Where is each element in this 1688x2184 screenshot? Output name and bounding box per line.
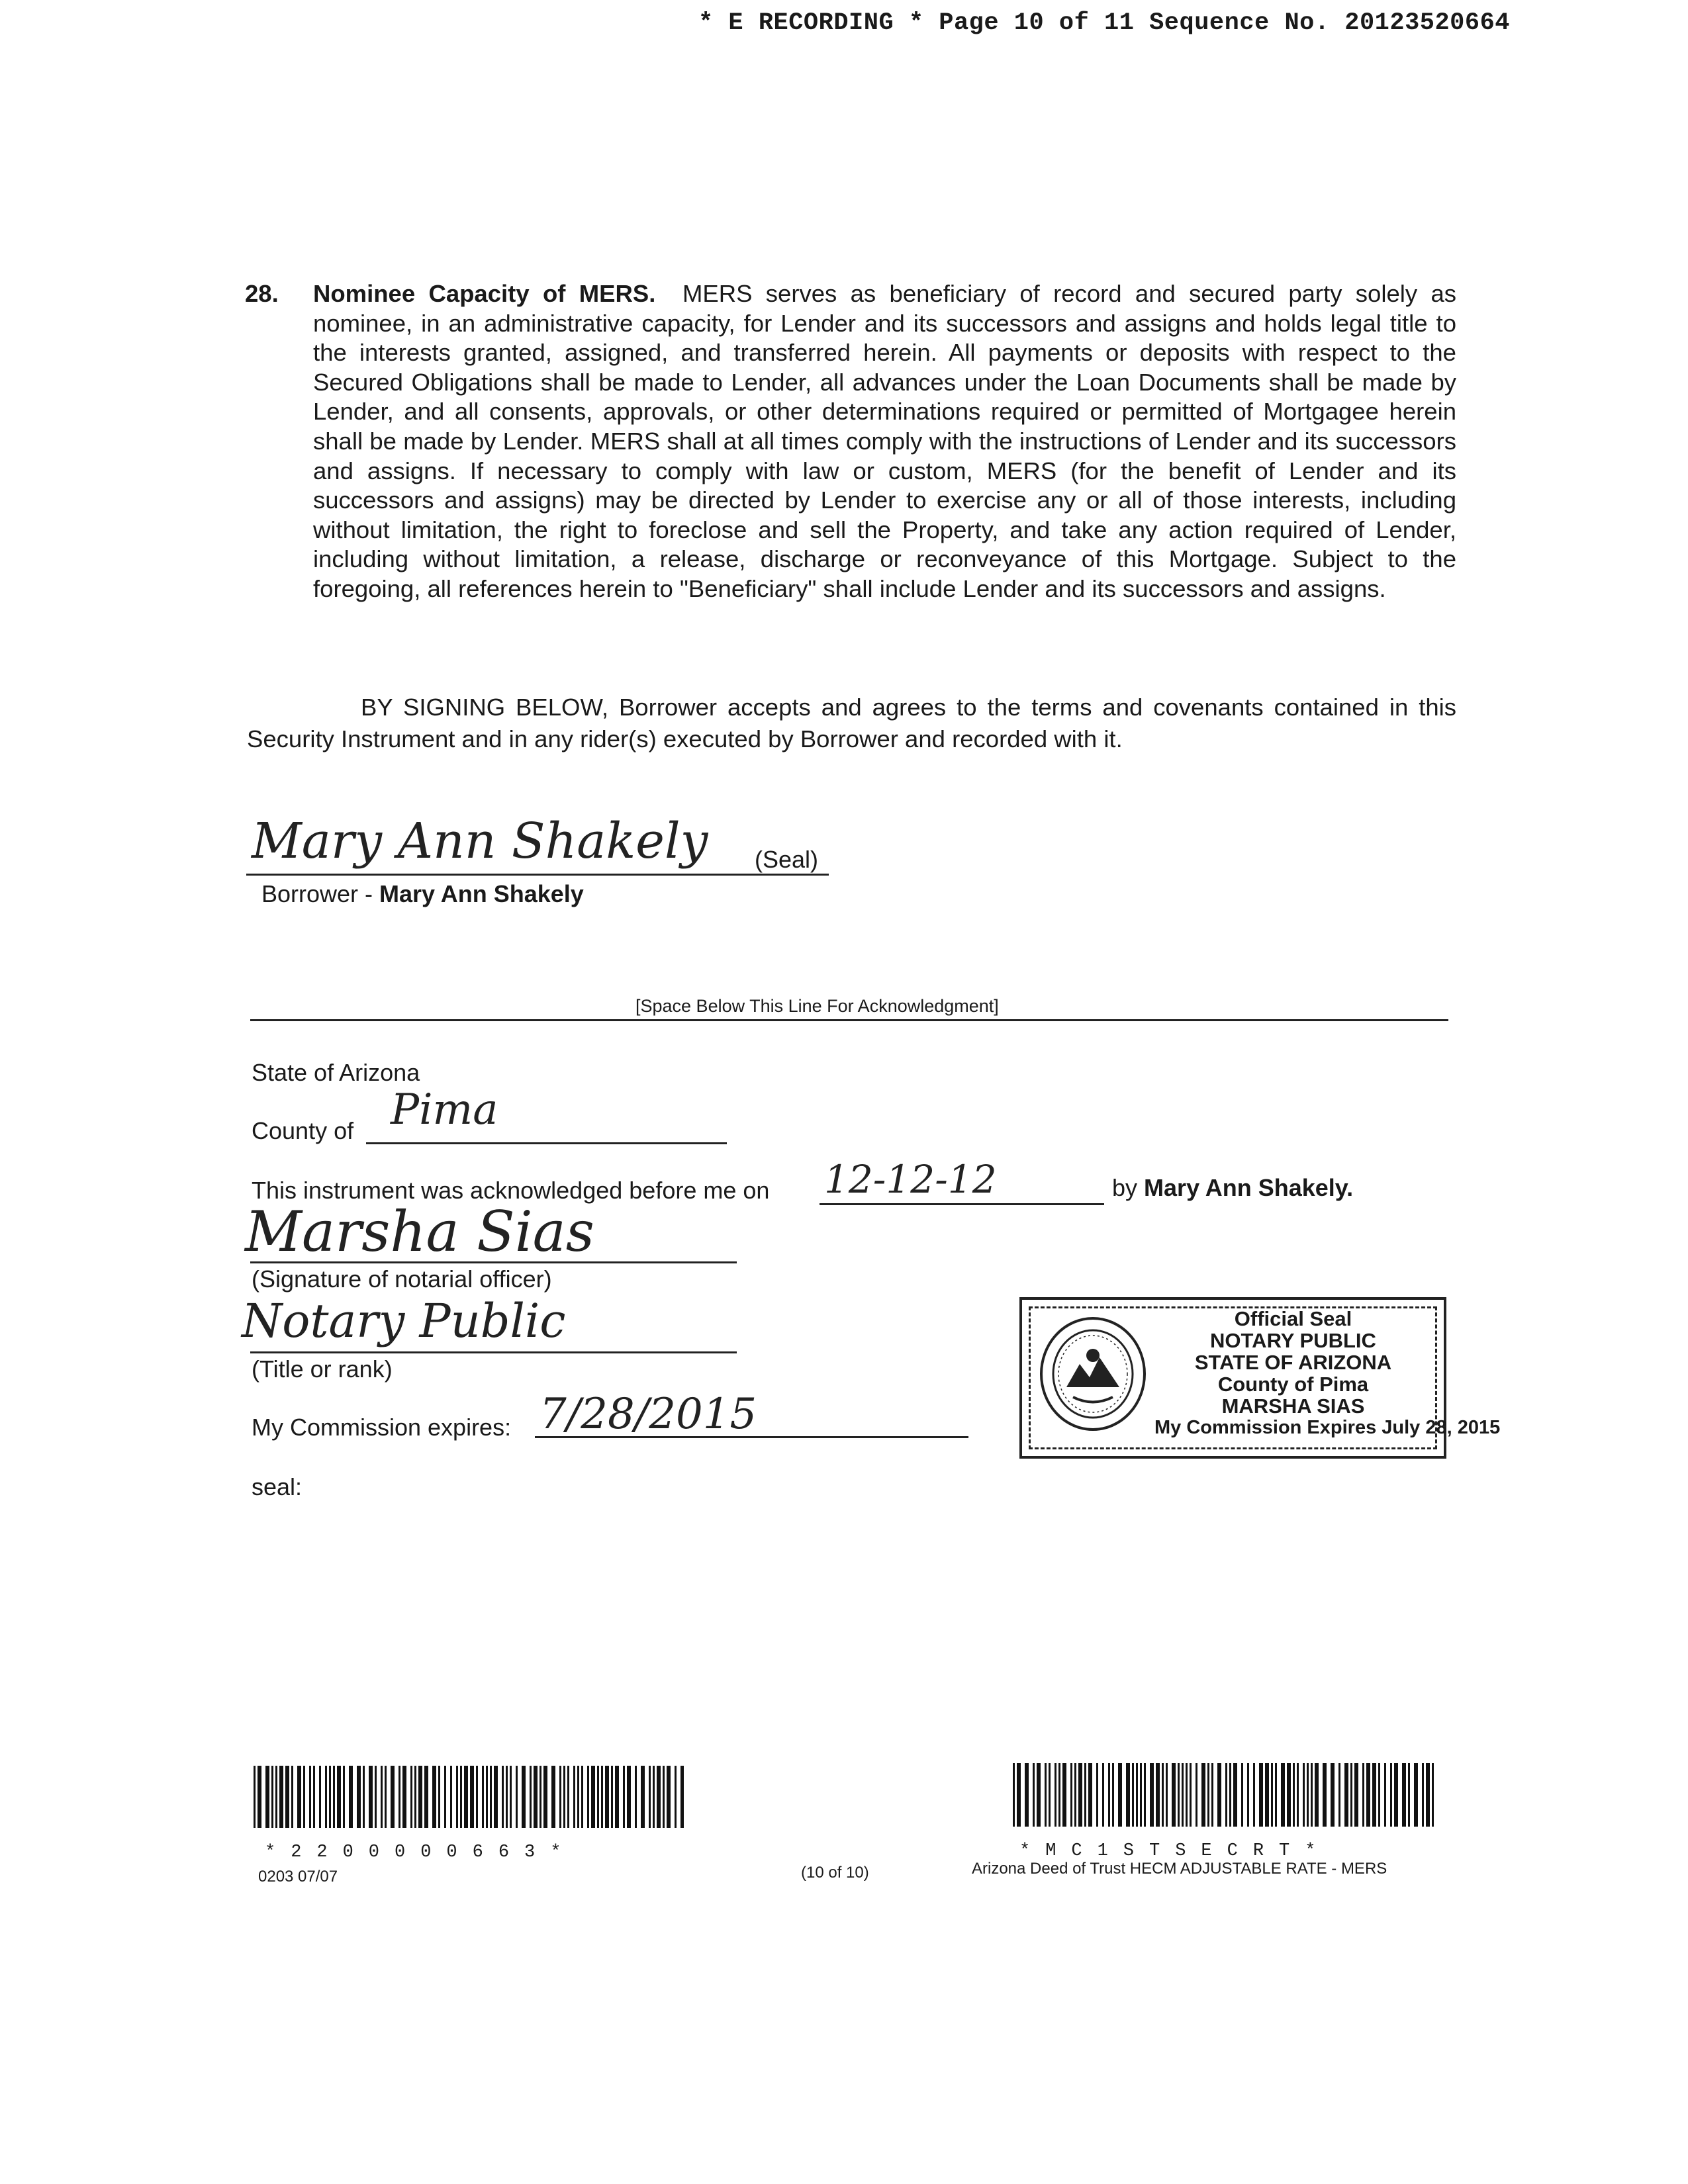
barcode-bar <box>432 1766 436 1828</box>
barcode-bar <box>1384 1763 1386 1827</box>
county-line <box>366 1142 727 1144</box>
barcode-bar <box>375 1766 377 1828</box>
notary-title-line <box>250 1351 737 1353</box>
barcode-bar <box>291 1766 293 1828</box>
acknowledgment-date: 12-12-12 <box>824 1157 997 1202</box>
notary-title-label: (Title or rank) <box>252 1355 393 1383</box>
barcode-bar <box>623 1766 625 1828</box>
barcode-bar <box>1408 1763 1410 1827</box>
section-28 <box>245 279 1456 604</box>
barcode-bar <box>1025 1763 1029 1827</box>
barcode-bar <box>1402 1763 1406 1827</box>
stamp-line-6: My Commission Expires July 28, 2015 <box>1154 1417 1501 1438</box>
borrower-label: Borrower - <box>261 880 380 907</box>
barcode-bar <box>1233 1763 1237 1827</box>
barcode-bar <box>563 1766 565 1828</box>
barcode-bar <box>1432 1763 1434 1827</box>
barcode-bar <box>1162 1763 1164 1827</box>
barcode-bar <box>285 1766 289 1828</box>
recording-header: * E RECORDING * Page 10 of 11 Sequence No. 20123520664 <box>698 9 1510 37</box>
barcode-bar <box>254 1766 256 1828</box>
acknowledgment-divider-note: [Space Below This Line For Acknowledgment] <box>635 996 999 1016</box>
barcode-bar <box>1311 1763 1313 1827</box>
barcode-bar <box>1241 1763 1243 1827</box>
right-barcode <box>1013 1763 1436 1827</box>
barcode-bar <box>534 1766 538 1828</box>
barcode-bar <box>325 1766 327 1828</box>
barcode-bar <box>1207 1763 1209 1827</box>
barcode-bar <box>1166 1763 1168 1827</box>
by-text: by <box>1112 1174 1138 1201</box>
barcode-bar <box>309 1766 311 1828</box>
barcode-bar <box>605 1766 609 1828</box>
stamp-line-4: County of Pima <box>1217 1373 1369 1396</box>
barcode-bar <box>1217 1763 1221 1827</box>
barcode-bar <box>510 1766 512 1828</box>
barcode-bar <box>635 1766 637 1828</box>
borrower-seal-label: (Seal) <box>755 846 819 873</box>
barcode-bar <box>1045 1763 1047 1827</box>
barcode-bar <box>476 1766 478 1828</box>
barcode-bar <box>1378 1763 1380 1827</box>
notary-stamp <box>1019 1297 1501 1459</box>
barcode-bar <box>1182 1763 1184 1827</box>
barcode-bar <box>1287 1763 1291 1827</box>
barcode-bar <box>1293 1763 1295 1827</box>
barcode-bar <box>573 1766 575 1828</box>
commission-line <box>535 1436 968 1438</box>
section-text: MERS serves as beneficiary of record and secured party solely as nominee, in an administrative capacity, for Lender and its successors and assigns and holds legal title to the interests granted, assigned, and transferred herein. All payments or deposits with respect to the Secured Obligations shall be made to Lender, all advances under the Loan Documents shall be made by Lender, and all consents, approvals, or other determinations required or permitted of Mortgagee herein shall be made by Lender. MERS shall at all times comply with the instructions of Lender and its successors and assigns. If necessary to comply with law or custom, MERS (for the benefit of Lender and its successors and assigns) may be directed by Lender to exercise any or all of those interests, including without limitation, the right to foreclose and sell the Property, and take any action required of Lender, including without limitation, a release, discharge or reconveyance of this Mortgage. Subject to the foregoing, all references herein to "Beneficiary" shall include Lender and its successors and assigns. <box>313 280 1457 602</box>
barcode-bar <box>577 1766 579 1828</box>
state-seal-icon <box>1037 1314 1149 1433</box>
county-handwritten: Pima <box>391 1085 498 1134</box>
barcode-bar <box>482 1766 484 1828</box>
left-barcode-digits: *2200000663* <box>265 1843 577 1862</box>
barcode-bar <box>313 1766 315 1828</box>
barcode-bar <box>675 1766 677 1828</box>
barcode-bar <box>1372 1763 1376 1827</box>
barcode-bar <box>1331 1763 1335 1827</box>
barcode-bar <box>1303 1763 1305 1827</box>
barcode-bar <box>450 1766 452 1828</box>
barcode-bar <box>271 1766 273 1828</box>
barcode-bar <box>258 1766 261 1828</box>
barcode-bar <box>1350 1763 1352 1827</box>
section-number: 28. <box>245 280 279 307</box>
borrower-name: Mary Ann Shakely <box>379 880 584 907</box>
barcode-bar <box>506 1766 508 1828</box>
form-title: Arizona Deed of Trust HECM ADJUSTABLE RATE - MERS <box>972 1860 1387 1878</box>
barcode-bar <box>1013 1763 1015 1827</box>
barcode-bar <box>1084 1763 1086 1827</box>
barcode-bar <box>1132 1763 1134 1827</box>
state-line: State of Arizona <box>252 1059 420 1086</box>
barcode-bar <box>363 1766 365 1828</box>
barcode-bar <box>663 1766 665 1828</box>
barcode-bar <box>1253 1763 1255 1827</box>
barcode-bar <box>657 1766 661 1828</box>
barcode-bar <box>539 1766 541 1828</box>
barcode-bar <box>581 1766 583 1828</box>
barcode-bar <box>1275 1763 1277 1827</box>
barcode-bar <box>275 1766 277 1828</box>
barcode-bar <box>1178 1763 1180 1827</box>
barcode-bar <box>1422 1763 1424 1827</box>
barcode-bar <box>611 1766 613 1828</box>
barcode-bar <box>1037 1763 1041 1827</box>
barcode-bar <box>1247 1763 1249 1827</box>
page-count: (10 of 10) <box>801 1864 869 1882</box>
barcode-bar <box>522 1766 526 1828</box>
barcode-bar <box>653 1766 655 1828</box>
barcode-bar <box>641 1766 645 1828</box>
barcode-bar <box>444 1766 446 1828</box>
barcode-bar <box>1136 1763 1138 1827</box>
barcode-bar <box>329 1766 331 1828</box>
barcode-bar <box>1196 1763 1197 1827</box>
barcode-bar <box>649 1766 651 1828</box>
acknowledgment-divider <box>250 1019 1448 1021</box>
barcode-bar <box>1150 1763 1154 1827</box>
left-barcode <box>254 1766 684 1828</box>
barcode-bar <box>1140 1763 1142 1827</box>
barcode-bar <box>627 1766 631 1828</box>
notary-signature: Marsha Sias <box>245 1199 594 1264</box>
barcode-bar <box>1338 1763 1340 1827</box>
barcode-bar <box>587 1766 589 1828</box>
barcode-bar <box>1088 1763 1092 1827</box>
by-name: Mary Ann Shakely. <box>1144 1174 1354 1201</box>
barcode-bar <box>410 1766 412 1828</box>
signing-statement: BY SIGNING BELOW, Borrower accepts and agrees to the terms and covenants contained in this Security Instrument and in any rider(s) executed by Borrower and recorded with it. <box>247 694 1456 752</box>
stamp-line-1: Official Seal <box>1234 1307 1352 1330</box>
barcode-bar <box>1414 1763 1418 1827</box>
barcode-bar <box>494 1766 498 1828</box>
barcode-bar <box>438 1766 440 1828</box>
barcode-bar <box>402 1766 406 1828</box>
commission-label: My Commission expires: <box>252 1414 512 1441</box>
barcode-bar <box>399 1766 400 1828</box>
barcode-bar <box>1144 1763 1146 1827</box>
barcode-bar <box>1281 1763 1285 1827</box>
barcode-bar <box>1225 1763 1227 1827</box>
barcode-bar <box>1017 1763 1021 1827</box>
barcode-bar <box>1344 1763 1348 1827</box>
barcode-bar <box>1055 1763 1056 1827</box>
barcode-bar <box>1362 1763 1364 1827</box>
barcode-bar <box>319 1766 321 1828</box>
county-label: County of <box>252 1117 354 1144</box>
notary-signature-line <box>250 1261 737 1263</box>
barcode-bar <box>490 1766 492 1828</box>
barcode-bar <box>1049 1763 1051 1827</box>
barcode-bar <box>1074 1763 1076 1827</box>
barcode-bar <box>1265 1763 1269 1827</box>
barcode-bar <box>1102 1763 1104 1827</box>
barcode-bar <box>597 1766 599 1828</box>
barcode-bar <box>1190 1763 1192 1827</box>
barcode-bar <box>464 1766 468 1828</box>
barcode-bar <box>1315 1763 1319 1827</box>
barcode-bar <box>456 1766 458 1828</box>
barcode-bar <box>551 1766 555 1828</box>
notary-title: Notary Public <box>242 1294 566 1348</box>
barcode-bar <box>680 1766 684 1828</box>
barcode-bar <box>1112 1763 1114 1827</box>
borrower-signature: Mary Ann Shakely <box>252 813 708 870</box>
barcode-bar <box>1426 1763 1430 1827</box>
seal-label: seal: <box>252 1473 303 1500</box>
barcode-bar <box>1186 1763 1188 1827</box>
barcode-bar <box>279 1766 283 1828</box>
barcode-bar <box>516 1766 518 1828</box>
barcode-bar <box>1307 1763 1309 1827</box>
barcode-bar <box>369 1766 373 1828</box>
barcode-bar <box>349 1766 353 1828</box>
barcode-bar <box>265 1766 269 1828</box>
stamp-line-2: NOTARY PUBLIC <box>1210 1329 1376 1352</box>
by-clause <box>1112 1174 1353 1202</box>
barcode-bar <box>1172 1763 1176 1827</box>
barcode-bar <box>460 1766 462 1828</box>
barcode-bar <box>357 1766 361 1828</box>
barcode-bar <box>1108 1763 1110 1827</box>
barcode-bar <box>1297 1763 1299 1827</box>
barcode-bar <box>502 1766 504 1828</box>
barcode-bar <box>1271 1763 1273 1827</box>
borrower-caption <box>261 880 584 908</box>
barcode-bar <box>530 1766 532 1828</box>
barcode-bar <box>1126 1763 1130 1827</box>
notary-signature-label: (Signature of notarial officer) <box>252 1265 552 1293</box>
barcode-bar <box>543 1766 547 1828</box>
barcode-bar <box>601 1766 603 1828</box>
barcode-bar <box>1062 1763 1066 1827</box>
barcode-bar <box>303 1766 305 1828</box>
barcode-bar <box>1323 1763 1327 1827</box>
barcode-bar <box>615 1766 619 1828</box>
barcode-bar <box>1390 1763 1392 1827</box>
barcode-bar <box>667 1766 671 1828</box>
barcode-bar <box>337 1766 341 1828</box>
barcode-bar <box>424 1766 428 1828</box>
barcode-bar <box>1033 1763 1035 1827</box>
commission-date: 7/28/2015 <box>539 1390 757 1439</box>
borrower-signature-line <box>246 874 829 876</box>
barcode-bar <box>1096 1763 1098 1827</box>
barcode-bar <box>1070 1763 1072 1827</box>
barcode-bar <box>1201 1763 1205 1827</box>
barcode-bar <box>559 1766 561 1828</box>
instrument-text: This instrument was acknowledged before me on <box>252 1177 770 1204</box>
stamp-line-5: MARSHA SIAS <box>1221 1394 1365 1418</box>
barcode-bar <box>1211 1763 1213 1827</box>
barcode-bar <box>381 1766 383 1828</box>
barcode-bar <box>470 1766 474 1828</box>
barcode-bar <box>343 1766 345 1828</box>
barcode-bar <box>418 1766 422 1828</box>
barcode-bar <box>1354 1763 1358 1827</box>
barcode-bar <box>567 1766 569 1828</box>
barcode-bar <box>1366 1763 1370 1827</box>
form-code: 0203 07/07 <box>258 1868 338 1886</box>
barcode-bar <box>1058 1763 1060 1827</box>
stamp-text <box>1154 1307 1501 1439</box>
date-line <box>820 1203 1104 1205</box>
barcode-bar <box>1118 1763 1122 1827</box>
right-barcode-digits: *MC1STSECRT* <box>1019 1841 1331 1861</box>
barcode-bar <box>1078 1763 1082 1827</box>
barcode-bar <box>333 1766 335 1828</box>
barcode-bar <box>1259 1763 1263 1827</box>
barcode-bar <box>414 1766 416 1828</box>
barcode-bar <box>1229 1763 1231 1827</box>
barcode-bar <box>391 1766 395 1828</box>
section-title: Nominee Capacity of MERS. <box>313 280 656 307</box>
stamp-line-3: STATE OF ARIZONA <box>1194 1351 1392 1374</box>
barcode-bar <box>486 1766 488 1828</box>
barcode-bar <box>1156 1763 1160 1827</box>
barcode-bar <box>591 1766 595 1828</box>
section-body <box>313 279 1456 604</box>
barcode-bar <box>385 1766 387 1828</box>
barcode-bar <box>297 1766 301 1828</box>
barcode-bar <box>1394 1763 1398 1827</box>
